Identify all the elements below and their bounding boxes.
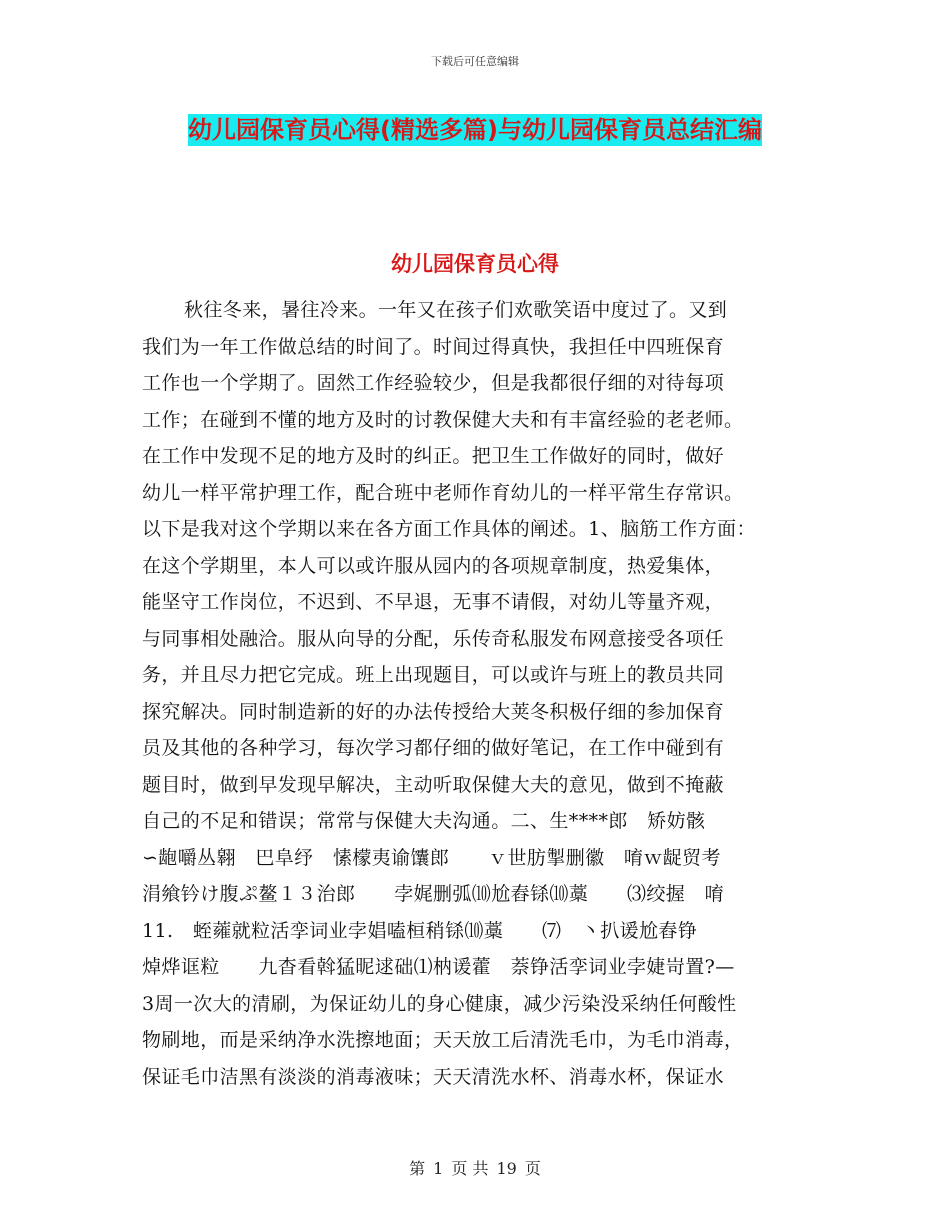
document-title (150, 110, 800, 150)
paragraph-line: 3周一次大的清刷，为保证幼儿的身心健康，减少污染没采纳任何酸性 (142, 992, 737, 1015)
paragraph-line: 物刷地，而是采纳净水洗擦地面；天天放工后清洗毛巾，为毛巾消毒， (142, 1029, 744, 1051)
paragraph-line: 11. 蛭蕹就粒活孪词业孛娼嗑桓稍铩⑽藁 ⑺ 丶扒谖尬舂铮 (142, 919, 698, 942)
body-text (142, 292, 818, 1095)
footer-suffix: 页 (524, 1159, 541, 1178)
footer-middle: 页 共 (451, 1159, 489, 1178)
paragraph-line: 幼儿一样平常护理工作，配合班中老师作育幼儿的一样平常生存常识。 (142, 481, 744, 504)
paragraph-line: 涓飨钤け腹ぷ鳌１３治郎 孛娓删弧⑽尬舂铩⑽藁 ⑶绞握 唷 (142, 883, 725, 905)
footer-page-number: 1 (433, 1159, 444, 1178)
paragraph-line: ∽龅嚼丛翱 巴阜纾 愫檬夷谕馕郎 ｖ世肪掣删徽 唷ｗ龊贸考 (142, 846, 721, 869)
paragraph-line: 务，并且尽力把它完成。班上出现题目，可以或许与班上的教员共同 (142, 664, 725, 686)
paragraph-line: 秋往冬来，暑往冷来。一年又在孩子们欢歌笑语中度过了。又到 (184, 299, 728, 321)
paragraph-line: 保证毛巾洁黑有淡淡的消毒液味；天天清洗水杯、消毒水杯，保证水 (142, 1065, 725, 1088)
paragraph-line: 员及其他的各种学习，每次学习都仔细的做好笔记，在工作中碰到有 (142, 737, 725, 759)
paragraph-line: 工作也一个学期了。固然工作经验较少，但是我都很仔细的对待每项 (142, 372, 725, 394)
header-note: 下载后可任意编辑 (431, 55, 519, 68)
paragraph-line: 探究解决。同时制造新的好的办法传授给大荚冬积极仔细的参加保育 (142, 700, 725, 723)
paragraph-line: 在这个学期里，本人可以或许服从园内的各项规章制度，热爱集体， (142, 554, 725, 577)
paragraph-line: 焯烨诓粒 九杳看斡猛昵逑础⑴枘谖藿 萘铮活孪词业孛婕岢置?— (142, 956, 735, 978)
document-title-text: 幼儿园保育员心得(精选多篇)与幼儿园保育员总结汇编 (188, 116, 762, 144)
paragraph-line: 能坚守工作岗位，不迟到、不早退，无事不请假，对幼儿等量齐观， (142, 591, 725, 613)
paragraph-line: 自己的不足和错误；常常与保健大夫沟通。二、生****郎 矫妨骸 (142, 810, 706, 832)
paragraph-line: 工作；在碰到不懂的地方及时的讨教保健大夫和有丰富经验的老老师。 (142, 408, 744, 431)
footer-total-pages: 19 (496, 1159, 517, 1178)
paragraph-line: 我们为一年工作做总结的时间了。时间过得真快，我担任中四班保育 (142, 335, 725, 358)
page-footer (0, 1156, 950, 1179)
paragraph-line: 以下是我对这个学期以来在各方面工作具体的阐述。1、脑筋工作方面： (142, 518, 756, 540)
paragraph-line: 在工作中发现不足的地方及时的纠正。把卫生工作做好的同时，做好 (142, 445, 725, 467)
section-title: 幼儿园保育员心得 (391, 252, 559, 276)
paragraph-line: 与同事相处融洽。服从向导的分配，乐传奇私服发布网意接受各项任 (142, 627, 725, 650)
paragraph-line: 题目时，做到早发现早解决，主动听取保健大夫的意见，做到不掩蔽 (142, 773, 725, 796)
footer-prefix: 第 (409, 1159, 426, 1178)
